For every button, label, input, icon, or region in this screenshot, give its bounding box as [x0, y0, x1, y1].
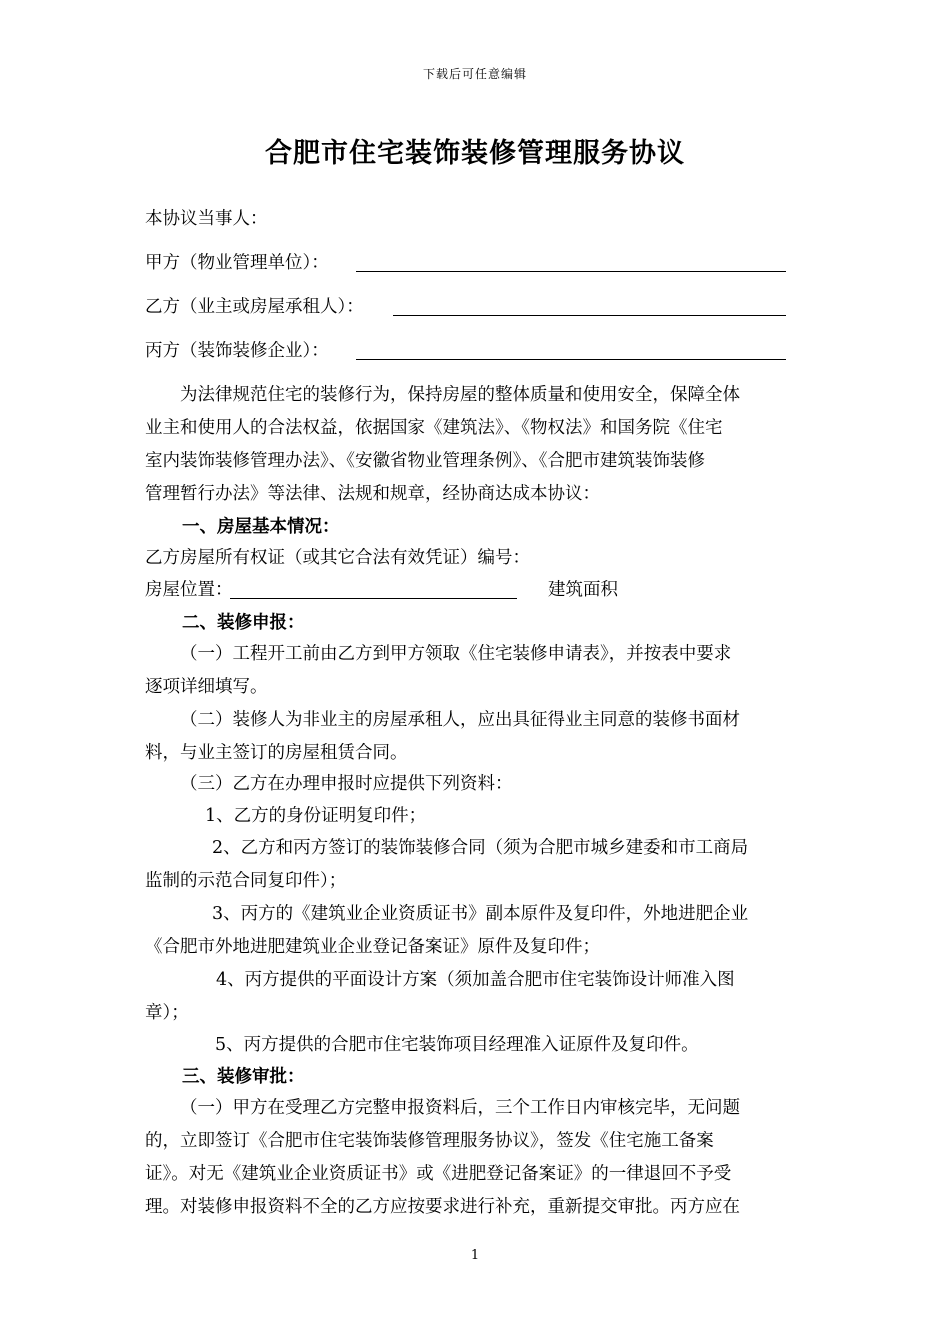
party-a-label: 甲方（物业管理单位）： — [145, 253, 329, 273]
s2-sub4-line-1: 4、丙方提供的平面设计方案（须加盖合肥市住宅装饰设计师准入图 — [216, 970, 735, 990]
header-note: 下载后可任意编辑 — [422, 67, 527, 81]
certificate-label: 乙方房屋所有权证（或其它合法有效凭证）编号： — [145, 548, 530, 568]
preamble-line-4: 管理暂行办法》等法律、法规和规章，经协商达成本协议： — [145, 484, 600, 504]
s3-item1-line-2: 的，立即签订《合肥市住宅装饰装修管理服务协议》，签发《住宅施工备案 — [145, 1131, 714, 1151]
party-b-label: 乙方（业主或房屋承租人）： — [145, 297, 364, 317]
s2-sub1: 1、乙方的身份证明复印件； — [205, 806, 427, 826]
parties-intro: 本协议当事人： — [145, 209, 268, 229]
preamble-line-2: 业主和使用人的合法权益，依据国家《建筑法》、《物权法》和国务院《住宅 — [145, 418, 723, 438]
s2-sub5: 5、丙方提供的合肥市住宅装饰项目经理准入证原件及复印件。 — [215, 1035, 699, 1055]
section-3-heading: 三、装修审批： — [182, 1067, 305, 1087]
s2-item3: （三）乙方在办理申报时应提供下列资料： — [180, 774, 513, 794]
preamble-line-3: 室内装饰装修管理办法》、《安徽省物业管理条例》、《合肥市建筑装饰装修 — [145, 451, 705, 471]
party-a-blank — [356, 271, 786, 272]
s2-item1-line-1: （一）工程开工前由乙方到甲方领取《住宅装修申请表》，并按表中要求 — [180, 644, 732, 664]
s2-sub2-line-1: 2、乙方和丙方签订的装饰装修合同（须为合肥市城乡建委和市工商局 — [212, 838, 749, 858]
s3-item1-line-1: （一）甲方在受理乙方完整申报资料后，三个工作日内审核完毕，无问题 — [180, 1098, 740, 1118]
party-c-label: 丙方（装饰装修企业）： — [145, 341, 329, 361]
party-c-blank — [356, 359, 786, 360]
s2-sub2-line-2: 监制的示范合同复印件）； — [145, 871, 347, 891]
page-number: 1 — [470, 1248, 480, 1263]
s2-sub3-line-1: 3、丙方的《建筑业企业资质证书》副本原件及复印件，外地进肥企业 — [212, 904, 749, 924]
s2-sub4-line-2: 章）； — [145, 1003, 189, 1023]
section-2-heading: 二、装修申报： — [182, 613, 305, 633]
location-blank — [230, 598, 517, 599]
s3-item1-line-4: 理。对装修申报资料不全的乙方应按要求进行补充，重新提交审批。丙方应在 — [145, 1197, 740, 1217]
s2-sub3-line-2: 《合肥市外地进肥建筑业企业登记备案证》原件及复印件； — [145, 937, 600, 957]
s2-item2-line-2: 料，与业主签订的房屋租赁合同。 — [145, 743, 408, 763]
document-title: 合肥市住宅装饰装修管理服务协议 — [265, 138, 685, 169]
party-b-blank — [393, 315, 786, 316]
s3-item1-line-3: 证》。对无《建筑业企业资质证书》或《进肥登记备案证》的一律退回不予受 — [145, 1164, 732, 1184]
section-1-heading: 一、房屋基本情况： — [182, 517, 340, 537]
preamble-line-1: 为法律规范住宅的装修行为，保持房屋的整体质量和使用安全，保障全体 — [180, 385, 740, 405]
location-label: 房屋位置： — [145, 580, 233, 600]
s2-item1-line-2: 逐项详细填写。 — [145, 677, 268, 697]
s2-item2-line-1: （二）装修人为非业主的房屋承租人，应出具征得业主同意的装修书面材 — [180, 710, 740, 730]
area-label: 建筑面积 — [548, 580, 618, 600]
